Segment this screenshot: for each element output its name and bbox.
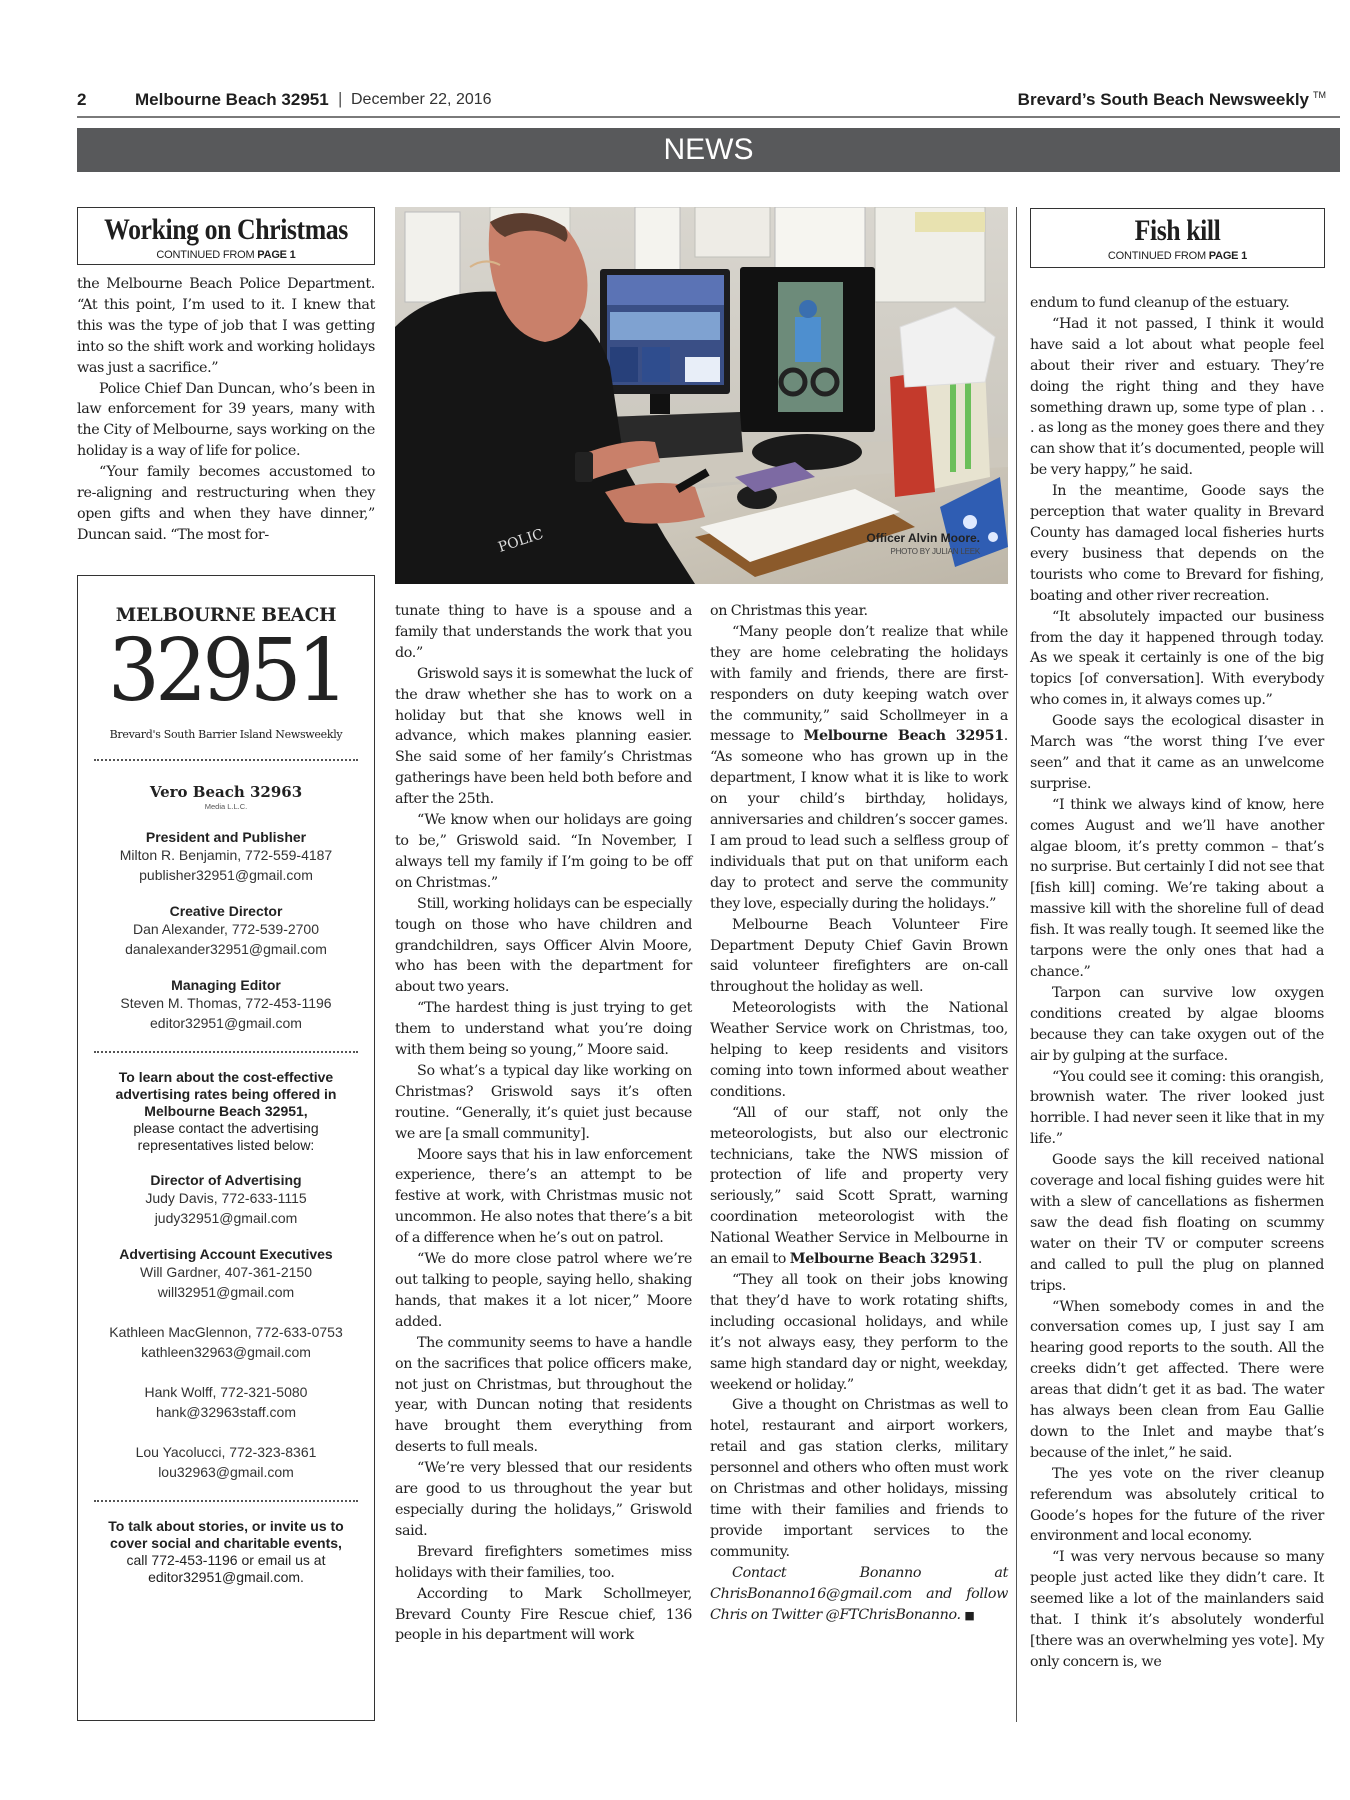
paragraph: Meteorologists with the National Weather Service work on Christmas, too, helping to keep residents and visitors coming into town informed about weather conditions. bbox=[710, 1000, 1008, 1100]
advertising-intro-bold: To learn about the cost-effective advertising rates being offered in Melbourne Beach 32951, bbox=[115, 1069, 337, 1119]
paragraph: the Melbourne Beach Police Department. “At this point, I’m used to it. I knew that this was the type of job that I was getting into so the shift work and working holidays was just a sacrifice.” bbox=[77, 276, 375, 376]
paragraph: on Christmas this year. bbox=[710, 603, 868, 619]
text-run: . “As someone who has grown up in the department, I know what it is like to work on your child’s birthday, holidays, anniversaries and children’s soccer games. I am proud to lead such a selfless group of individuals that put on that uniform each day to protect and serve the community they love, especially during the holidays.” bbox=[710, 728, 1008, 912]
paragraph: Give a thought on Christmas as well to hotel, restaurant and airport workers, retail and gas station clerks, military personnel and others who often must work on Christmas and other holidays, missing time with their families and friends to provide important services to the community. bbox=[710, 1397, 1008, 1560]
paragraph: Griswold says it is somewhat the luck of the draw whether she has to work on a holiday but that she knows well in advance, which makes planning easier. She said some of her family’s Christmas gatherings have been held both before and after the 25th. bbox=[395, 665, 692, 808]
text-run: . bbox=[977, 1251, 983, 1268]
photo-caption-text: Officer Alvin Moore. bbox=[866, 531, 980, 545]
paragraph: “It absolutely impacted our business from the day it happened through today. As we speak it certainly is one of the big topics [of conversation]. With everybody who comes in, it always comes up.” bbox=[1030, 608, 1324, 709]
issue-date: December 22, 2016 bbox=[351, 91, 492, 108]
paragraph: “When somebody comes in and the conversation comes up, I just say I am hearing good reports to the south. All the creeks didn’t get affected. There were areas that didn’t get it as bad. The water has always been clean from Eau Gallie down to the Inlet and maybe that’s because of the inlet,” he said. bbox=[1030, 1298, 1324, 1461]
svg-text:POLIC: POLIC bbox=[496, 526, 546, 556]
paragraph: Goode says the ecological disaster in March was “the worst thing I’ve ever seen” and that it came as an unwelcome surprise. bbox=[1030, 713, 1324, 792]
end-mark-icon: ■ bbox=[964, 1608, 975, 1622]
advertising-intro-rest: please contact the advertising representatives listed below: bbox=[133, 1120, 319, 1153]
photo-credit: PHOTO BY JULIAN LEEK bbox=[890, 547, 980, 556]
article-column-1 bbox=[77, 274, 375, 546]
paragraph: Police Chief Dan Duncan, who’s been in law enforcement for 39 years, many with the City of Melbourne, says working on the holiday is a way of life for police. bbox=[77, 380, 375, 460]
paragraph: So what’s a typical day like working on Christmas? Griswold says it’s often routine. “Generally, it’s quiet just because we are [a small community]. bbox=[395, 1062, 692, 1142]
article-headline: Fish kill bbox=[1134, 214, 1221, 247]
paragraph: “Your family becomes accustomed to re-aligning and restructuring when they open gifts and when they have dinner,” Duncan said. “The most for- bbox=[77, 464, 375, 543]
section-bar bbox=[77, 128, 1340, 172]
staff-role: President and Publisher bbox=[145, 829, 307, 845]
stories-contact-email[interactable]: editor32951@gmail.com. bbox=[148, 1569, 304, 1585]
staff-contact: Milton R. Benjamin, 772-559-4187 bbox=[119, 847, 333, 863]
paragraph: The community seems to have a handle on the sacrifices that police officers make, not just on Christmas, but throughout the year, with Duncan noting that residents have brought them everything from deserts to full meals. bbox=[395, 1334, 692, 1456]
staff-contact: Lou Yacolucci, 772-323-8361 bbox=[135, 1444, 317, 1460]
paragraph: “Had it not passed, I think it would have said a lot about what people feel about their river and estuary. They’re doing the right thing and they have something drawn up, some type of plan . . . as long as the money goes there and they can show that it’s documented, people will be very happy,” he said. bbox=[1030, 315, 1324, 479]
header-rule bbox=[77, 116, 1340, 118]
staff-email[interactable]: lou32963@gmail.com bbox=[158, 1464, 294, 1480]
publication-reference: Melbourne Beach 32951 bbox=[803, 728, 1004, 745]
staff-role: Director of Advertising bbox=[150, 1172, 302, 1188]
staff-role: Managing Editor bbox=[171, 977, 281, 993]
paragraph: endum to fund cleanup of the estuary. bbox=[1030, 295, 1290, 311]
staff-contact: Will Gardner, 407-361-2150 bbox=[140, 1264, 312, 1280]
dotted-divider bbox=[94, 759, 358, 761]
staff-contact: Hank Wolff, 772-321-5080 bbox=[144, 1384, 308, 1400]
staff-email[interactable]: editor32951@gmail.com bbox=[150, 1015, 302, 1031]
paragraph: “The hardest thing is just trying to get them to understand what you’re doing with them being so young,” Moore said. bbox=[395, 1000, 692, 1059]
publication-reference: Melbourne Beach 32951 bbox=[789, 1251, 978, 1268]
column-rule bbox=[1016, 207, 1017, 1722]
paragraph: Brevard firefighters sometimes miss holidays with their families, too. bbox=[395, 1543, 692, 1581]
continued-prefix: CONTINUED FROM bbox=[156, 249, 258, 261]
paragraph: “They all took on their jobs knowing that they’d have to work rotating shifts, including occasional holidays, and while it’s not always easy, they perform to the same high standard day or night, weekday, weekend or holiday.” bbox=[710, 1272, 1008, 1393]
paragraph: Moore says that his in law enforcement experience, there’s an attempt to be festive at work, with Christmas music not uncommon. He also notes that there’s a bit of a difference when he’s out on patrol. bbox=[395, 1146, 692, 1247]
staff-email[interactable]: hank@32963staff.com bbox=[155, 1404, 297, 1420]
photo-caption bbox=[866, 531, 980, 556]
staff-email[interactable]: will32951@gmail.com bbox=[157, 1284, 295, 1300]
trademark-mark: TM bbox=[1313, 90, 1326, 101]
continued-from-label bbox=[1031, 250, 1324, 262]
continued-page-link[interactable]: PAGE 1 bbox=[1208, 250, 1248, 262]
article-column-3 bbox=[710, 601, 1008, 1626]
paragraph: Tarpon can survive low oxygen conditions created by algae blooms because they can take oxygen out of the air by gulping at the surface. bbox=[1030, 984, 1324, 1064]
stories-contact-phone: call 772-453-1196 or email us at bbox=[126, 1552, 326, 1568]
paragraph: In the meantime, Goode says the perception that water quality in Brevard County has damaged local fisheries hurts every business that depends on the tourists who come to Brevard for fishing, boating and other river recreation. bbox=[1030, 483, 1324, 604]
paragraph: Still, working holidays can be especially tough on those who have children and grandchildren, says Officer Alvin Moore, who has been with the department for about two years. bbox=[395, 895, 692, 996]
headline-box-fish-kill bbox=[1030, 208, 1325, 268]
publication-tagline bbox=[1018, 90, 1326, 110]
dotted-divider bbox=[94, 1500, 358, 1502]
paragraph bbox=[710, 622, 1008, 915]
continued-from-label bbox=[78, 249, 374, 261]
page-number: 2 bbox=[77, 90, 87, 109]
company-name: Vero Beach 32963 bbox=[149, 783, 303, 801]
author-contact-text[interactable]: Contact Bonanno at ChrisBonanno16@gmail.com and follow Chris on Twitter @FTChrisBonanno. bbox=[710, 1564, 1008, 1623]
staff-contact: Kathleen MacGlennon, 772-633-0753 bbox=[109, 1324, 343, 1340]
article-headline: Working on Christmas bbox=[104, 213, 348, 246]
stories-contact-bold: To talk about stories, or invite us to cover social and charitable events, bbox=[108, 1518, 344, 1551]
text-run: “Many people don’t realize that while they are home celebrating the holidays with family and friends, there are first-responders on duty keeping watch over the community,” said Schollmeyer in a message to bbox=[710, 623, 1008, 745]
publication-name: Melbourne Beach 32951 bbox=[135, 90, 329, 109]
paragraph: tunate thing to have is a spouse and a family that understands the work that you do.” bbox=[395, 603, 692, 661]
staff-contact: Steven M. Thomas, 772-453-1196 bbox=[120, 995, 332, 1011]
paragraph: “You could see it coming: this orangish, brownish water. The river looked just horrible. I had never seen it like that in my life.” bbox=[1030, 1068, 1324, 1148]
header-separator: | bbox=[338, 89, 343, 108]
paragraph: “We’re very blessed that our residents are good to us throughout the year but especially during the holidays,” Griswold said. bbox=[395, 1460, 692, 1539]
paragraph bbox=[710, 1103, 1008, 1270]
staff-role: Creative Director bbox=[169, 903, 283, 919]
masthead-title-top: MELBOURNE BEACH bbox=[115, 605, 337, 626]
text-run: “All of our staff, not only the meteorologists, but also our electronic technicians, take the NWS mission of protection of life and property very seriously,” said Scott Spratt, warning coordination meteorologist with the National Weather Service in Melbourne in an email to bbox=[710, 1104, 1008, 1268]
paragraph: According to Mark Schollmeyer, Brevard County Fire Rescue chief, 136 people in his department will work bbox=[395, 1585, 692, 1644]
paragraph: The yes vote on the river cleanup referendum was absolutely critical to Goode’s hopes for the future of the river environment and local economy. bbox=[1030, 1465, 1324, 1545]
headline-box-working-on-christmas bbox=[77, 207, 375, 265]
continued-prefix: CONTINUED FROM bbox=[1107, 250, 1209, 262]
paragraph: “We know when our holidays are going to be,” Griswold said. “In November, I always tell my family if I’m going to be off on Christmas.” bbox=[395, 812, 692, 891]
article-photo bbox=[395, 207, 1008, 584]
staff-contact: Judy Davis, 772-633-1115 bbox=[145, 1190, 307, 1206]
paragraph: “I think we always kind of know, here comes August and we’ll have another algae bloom, it’s pretty common – that’s no surprise. But certainly I did not see that [fish kill] coming. We’re taking about a massive kill with the shoreline full of dead fish. It was really tough. It seemed like the tarpons were the only ones that had a chance.” bbox=[1030, 796, 1324, 980]
stories-contact bbox=[92, 1518, 360, 1586]
masthead-box bbox=[77, 575, 375, 1721]
article-column-2 bbox=[395, 601, 692, 1646]
staff-email[interactable]: judy32951@gmail.com bbox=[154, 1210, 298, 1226]
article-column-4 bbox=[1030, 293, 1324, 1673]
staff-email[interactable]: danalexander32951@gmail.com bbox=[125, 941, 327, 957]
author-contact bbox=[710, 1563, 1008, 1627]
paragraph: Goode says the kill received national coverage and local fishing guides were hit with a slew of cancellations as fishermen saw the dead fish floating on scummy water on their TV or computer screens and called to pull the plug on planned trips. bbox=[1030, 1152, 1324, 1294]
company-suffix: Media L.L.C. bbox=[204, 802, 248, 811]
staff-email[interactable]: publisher32951@gmail.com bbox=[139, 867, 313, 883]
photo-officer-at-desk bbox=[395, 207, 1008, 584]
staff-email[interactable]: kathleen32963@gmail.com bbox=[141, 1344, 311, 1360]
tagline-text: Brevard’s South Beach Newsweekly bbox=[1017, 90, 1309, 109]
staff-role: Advertising Account Executives bbox=[119, 1246, 333, 1262]
continued-page-link[interactable]: PAGE 1 bbox=[257, 249, 296, 261]
paragraph: Melbourne Beach Volunteer Fire Department Deputy Chief Gavin Brown said volunteer firefighters are on-call throughout the holiday as well. bbox=[710, 916, 1008, 996]
paragraph: “We do more close patrol where we’re out talking to people, saying hello, shaking hands, that makes it a lot nicer,” Moore added. bbox=[395, 1251, 692, 1330]
masthead-title-number: 32951 bbox=[107, 621, 345, 721]
masthead-subtitle: Brevard's South Barrier Island Newsweekly bbox=[109, 728, 343, 741]
staff-contact: Dan Alexander, 772-539-2700 bbox=[132, 921, 320, 937]
paragraph: “I was very nervous because so many people just acted like they didn’t care. It seemed like a lot of the mainlanders said that. I think it’s absolutely wonderful [there was an overwhelming yes vote]. My only concern is, we bbox=[1030, 1549, 1324, 1670]
dotted-divider bbox=[94, 1051, 358, 1053]
section-label: NEWS bbox=[663, 133, 754, 166]
advertising-intro bbox=[100, 1069, 352, 1154]
